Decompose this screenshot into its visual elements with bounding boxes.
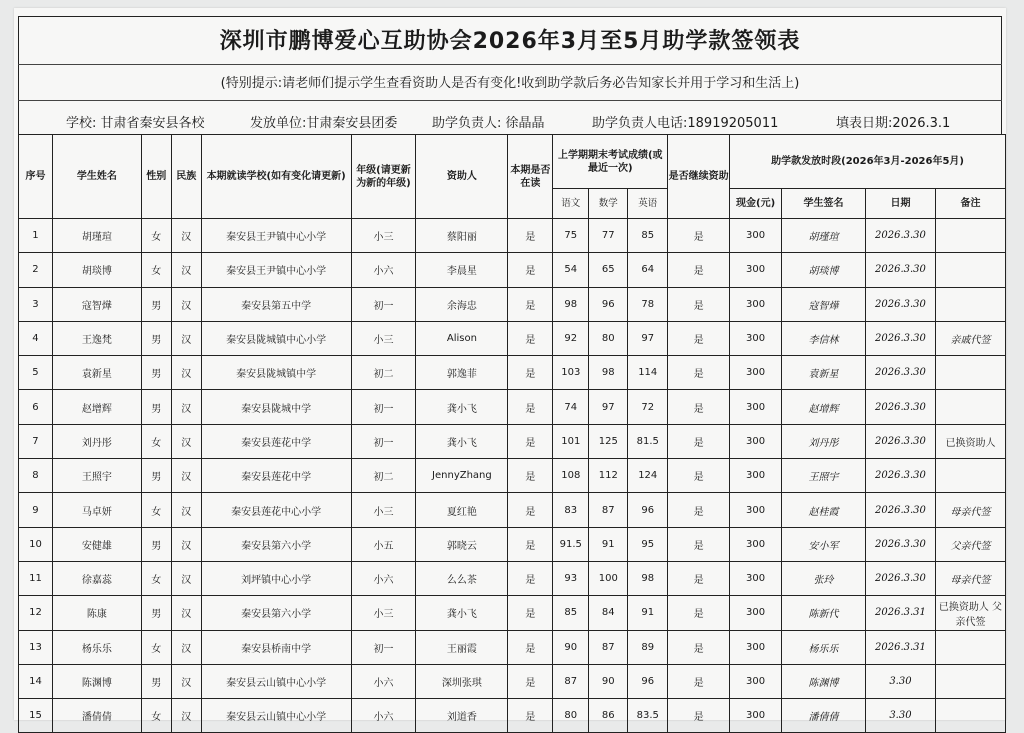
student-name: 徐嘉蕊 (52, 561, 141, 595)
gender: 男 (141, 390, 171, 424)
grant-signoff-table (18, 134, 1006, 733)
header-ethnicity: 民族 (171, 135, 201, 219)
header-name: 学生姓名 (52, 135, 141, 219)
header-grade: 年级(请更新为新的年级) (351, 135, 416, 219)
score-math: 65 (589, 253, 628, 287)
score-english: 96 (628, 664, 668, 698)
score-english: 124 (628, 459, 668, 493)
remark (935, 253, 1005, 287)
student-signature: 寇智燁 (782, 287, 866, 321)
remark (935, 664, 1005, 698)
student-name: 马卓妍 (52, 493, 141, 527)
in-school: 是 (508, 527, 553, 561)
student-signature: 赵增辉 (782, 390, 866, 424)
ethnicity: 汉 (171, 493, 201, 527)
student-signature: 张玲 (782, 561, 866, 595)
table-row (19, 493, 1006, 527)
score-english: 72 (628, 390, 668, 424)
school: 秦安县桥南中学 (201, 630, 351, 664)
sponsor: 刘道香 (416, 699, 508, 733)
school: 秦安县第六小学 (201, 527, 351, 561)
sponsor: 王丽霞 (416, 630, 508, 664)
score-chinese: 85 (553, 596, 589, 630)
sign-date: 2026.3.30 (865, 253, 935, 287)
student-signature: 安小军 (782, 527, 866, 561)
score-math: 84 (589, 596, 628, 630)
gender: 女 (141, 699, 171, 733)
row-no: 6 (19, 390, 53, 424)
continue-aid: 是 (668, 253, 730, 287)
continue-aid: 是 (668, 321, 730, 355)
ethnicity: 汉 (171, 424, 201, 458)
in-school: 是 (508, 493, 553, 527)
school: 秦安县云山镇中心小学 (201, 699, 351, 733)
score-chinese: 92 (553, 321, 589, 355)
ethnicity: 汉 (171, 321, 201, 355)
school: 秦安县云山镇中心小学 (201, 664, 351, 698)
remark: 已换资助人 父亲代签 (935, 596, 1005, 630)
score-english: 98 (628, 561, 668, 595)
in-school: 是 (508, 459, 553, 493)
student-signature: 李信林 (782, 321, 866, 355)
table-row (19, 253, 1006, 287)
table-row (19, 596, 1006, 630)
sign-date: 2026.3.30 (865, 493, 935, 527)
header-math: 数学 (589, 189, 628, 219)
score-chinese: 83 (553, 493, 589, 527)
header-signature: 学生签名 (782, 189, 866, 219)
gender: 女 (141, 219, 171, 253)
score-chinese: 108 (553, 459, 589, 493)
in-school: 是 (508, 287, 553, 321)
row-no: 15 (19, 699, 53, 733)
score-chinese: 90 (553, 630, 589, 664)
score-math: 80 (589, 321, 628, 355)
continue-aid: 是 (668, 699, 730, 733)
school: 秦安县陇城中学 (201, 390, 351, 424)
sponsor: 夏红艳 (416, 493, 508, 527)
in-school: 是 (508, 596, 553, 630)
continue-aid: 是 (668, 424, 730, 458)
continue-aid: 是 (668, 390, 730, 424)
cash: 300 (730, 664, 782, 698)
grade: 初二 (351, 459, 416, 493)
school: 秦安县第六小学 (201, 596, 351, 630)
cash: 300 (730, 424, 782, 458)
remark (935, 630, 1005, 664)
student-signature: 王照宇 (782, 459, 866, 493)
grade: 初一 (351, 287, 416, 321)
student-signature: 胡瑾瑄 (782, 219, 866, 253)
cash: 300 (730, 253, 782, 287)
score-math: 96 (589, 287, 628, 321)
special-notice: (特别提示:请老师们提示学生查看资助人是否有变化!收到助学款后务必告知家长并用于学习和生活上) (220, 76, 800, 91)
score-math: 112 (589, 459, 628, 493)
gender: 男 (141, 321, 171, 355)
student-signature: 陈渊博 (782, 664, 866, 698)
score-english: 114 (628, 356, 668, 390)
frame-top-line (18, 16, 1002, 17)
in-school: 是 (508, 699, 553, 733)
score-english: 89 (628, 630, 668, 664)
sign-date: 2026.3.30 (865, 459, 935, 493)
score-english: 95 (628, 527, 668, 561)
cash: 300 (730, 459, 782, 493)
sign-date: 2026.3.30 (865, 424, 935, 458)
school: 秦安县陇城镇中学 (201, 356, 351, 390)
header-date: 日期 (865, 189, 935, 219)
header-chinese: 语文 (553, 189, 589, 219)
sponsor: 李晨星 (416, 253, 508, 287)
info-fill-date: 填表日期:2026.3.1 (836, 116, 951, 131)
grade: 小五 (351, 527, 416, 561)
score-english: 97 (628, 321, 668, 355)
grade: 小三 (351, 493, 416, 527)
ethnicity: 汉 (171, 356, 201, 390)
sign-date: 2026.3.30 (865, 321, 935, 355)
in-school: 是 (508, 664, 553, 698)
grade: 初一 (351, 390, 416, 424)
in-school: 是 (508, 356, 553, 390)
ethnicity: 汉 (171, 219, 201, 253)
ethnicity: 汉 (171, 527, 201, 561)
row-no: 8 (19, 459, 53, 493)
score-chinese: 91.5 (553, 527, 589, 561)
score-english: 83.5 (628, 699, 668, 733)
table-row (19, 219, 1006, 253)
remark (935, 219, 1005, 253)
header-period: 助学款发放时段(2026年3月-2026年5月) (730, 135, 1006, 189)
score-english: 81.5 (628, 424, 668, 458)
continue-aid: 是 (668, 561, 730, 595)
title-divider (18, 64, 1002, 65)
grade: 小三 (351, 219, 416, 253)
score-math: 97 (589, 390, 628, 424)
remark: 母亲代签 (935, 561, 1005, 595)
continue-aid: 是 (668, 219, 730, 253)
row-no: 5 (19, 356, 53, 390)
in-school: 是 (508, 321, 553, 355)
cash: 300 (730, 561, 782, 595)
grade: 小三 (351, 596, 416, 630)
student-name: 陈渊博 (52, 664, 141, 698)
info-phone: 助学负责人电话:18919205011 (592, 116, 779, 131)
gender: 男 (141, 356, 171, 390)
sponsor: 深圳张琪 (416, 664, 508, 698)
header-in-school: 本期是否在读 (508, 135, 553, 219)
score-chinese: 54 (553, 253, 589, 287)
score-chinese: 75 (553, 219, 589, 253)
table-row (19, 561, 1006, 595)
score-english: 64 (628, 253, 668, 287)
remark: 亲戚代签 (935, 321, 1005, 355)
remark (935, 390, 1005, 424)
ethnicity: 汉 (171, 664, 201, 698)
continue-aid: 是 (668, 596, 730, 630)
score-chinese: 80 (553, 699, 589, 733)
gender: 男 (141, 459, 171, 493)
score-chinese: 103 (553, 356, 589, 390)
header-cash: 现金(元) (730, 189, 782, 219)
gender: 女 (141, 630, 171, 664)
cash: 300 (730, 321, 782, 355)
score-chinese: 101 (553, 424, 589, 458)
info-issuer: 发放单位:甘肃秦安县团委 (250, 116, 398, 131)
grade: 小三 (351, 321, 416, 355)
student-name: 袁新星 (52, 356, 141, 390)
continue-aid: 是 (668, 630, 730, 664)
row-no: 9 (19, 493, 53, 527)
row-no: 3 (19, 287, 53, 321)
score-english: 78 (628, 287, 668, 321)
gender: 男 (141, 664, 171, 698)
continue-aid: 是 (668, 527, 730, 561)
score-chinese: 74 (553, 390, 589, 424)
cash: 300 (730, 390, 782, 424)
student-signature: 刘丹彤 (782, 424, 866, 458)
grade: 小六 (351, 664, 416, 698)
header-school: 本期就读学校(如有变化请更新) (201, 135, 351, 219)
school: 秦安县莲花中心小学 (201, 493, 351, 527)
info-school: 学校: 甘肃省秦安县各校 (66, 116, 205, 131)
row-no: 13 (19, 630, 53, 664)
table-row (19, 424, 1006, 458)
header-gender: 性别 (141, 135, 171, 219)
table-row (19, 630, 1006, 664)
remark (935, 699, 1005, 733)
school: 秦安县莲花中学 (201, 459, 351, 493)
ethnicity: 汉 (171, 699, 201, 733)
student-name: 王照宇 (52, 459, 141, 493)
sponsor: 郭晓云 (416, 527, 508, 561)
school: 秦安县陇城镇中心小学 (201, 321, 351, 355)
table-row (19, 664, 1006, 698)
student-name: 安健雄 (52, 527, 141, 561)
score-math: 91 (589, 527, 628, 561)
score-math: 100 (589, 561, 628, 595)
in-school: 是 (508, 630, 553, 664)
continue-aid: 是 (668, 664, 730, 698)
score-math: 86 (589, 699, 628, 733)
score-math: 125 (589, 424, 628, 458)
sponsor: 龚小飞 (416, 390, 508, 424)
student-name: 杨乐乐 (52, 630, 141, 664)
score-chinese: 93 (553, 561, 589, 595)
ethnicity: 汉 (171, 287, 201, 321)
student-name: 寇智燁 (52, 287, 141, 321)
ethnicity: 汉 (171, 253, 201, 287)
cash: 300 (730, 356, 782, 390)
sponsor: JennyZhang (416, 459, 508, 493)
remark: 母亲代签 (935, 493, 1005, 527)
school: 秦安县莲花中学 (201, 424, 351, 458)
cash: 300 (730, 527, 782, 561)
sponsor: 蔡阳丽 (416, 219, 508, 253)
student-signature: 杨乐乐 (782, 630, 866, 664)
grade: 小六 (351, 561, 416, 595)
sign-date: 2026.3.31 (865, 596, 935, 630)
header-english: 英语 (628, 189, 668, 219)
student-signature: 潘倩倩 (782, 699, 866, 733)
score-chinese: 98 (553, 287, 589, 321)
student-name: 赵增辉 (52, 390, 141, 424)
score-math: 90 (589, 664, 628, 698)
ethnicity: 汉 (171, 596, 201, 630)
sponsor: Alison (416, 321, 508, 355)
remark: 已换资助人 (935, 424, 1005, 458)
score-math: 77 (589, 219, 628, 253)
remark (935, 459, 1005, 493)
score-math: 87 (589, 493, 628, 527)
row-no: 12 (19, 596, 53, 630)
sign-date: 2026.3.30 (865, 390, 935, 424)
table-body (19, 219, 1006, 733)
in-school: 是 (508, 253, 553, 287)
info-manager: 助学负责人: 徐晶晶 (432, 116, 545, 131)
remark (935, 287, 1005, 321)
grade: 初一 (351, 630, 416, 664)
grade: 小六 (351, 253, 416, 287)
student-name: 胡瑾瑄 (52, 219, 141, 253)
cash: 300 (730, 219, 782, 253)
continue-aid: 是 (668, 287, 730, 321)
gender: 女 (141, 561, 171, 595)
ethnicity: 汉 (171, 459, 201, 493)
gender: 女 (141, 424, 171, 458)
student-name: 潘倩倩 (52, 699, 141, 733)
header-sponsor: 资助人 (416, 135, 508, 219)
gender: 女 (141, 253, 171, 287)
header-remark: 备注 (935, 189, 1005, 219)
row-no: 10 (19, 527, 53, 561)
in-school: 是 (508, 424, 553, 458)
remark: 父亲代签 (935, 527, 1005, 561)
row-no: 4 (19, 321, 53, 355)
student-signature: 胡琰博 (782, 253, 866, 287)
student-signature: 陈新代 (782, 596, 866, 630)
school: 刘坪镇中心小学 (201, 561, 351, 595)
sponsor: 龚小飞 (416, 596, 508, 630)
cash: 300 (730, 596, 782, 630)
ethnicity: 汉 (171, 630, 201, 664)
table-row (19, 321, 1006, 355)
table-row (19, 390, 1006, 424)
row-no: 14 (19, 664, 53, 698)
grade: 小六 (351, 699, 416, 733)
sign-date: 3.30 (865, 699, 935, 733)
sponsor: 么么茶 (416, 561, 508, 595)
remark (935, 356, 1005, 390)
cash: 300 (730, 493, 782, 527)
student-signature: 袁新星 (782, 356, 866, 390)
sign-date: 2026.3.30 (865, 356, 935, 390)
sign-date: 2026.3.30 (865, 287, 935, 321)
row-no: 2 (19, 253, 53, 287)
school: 秦安县王尹镇中心小学 (201, 219, 351, 253)
score-english: 85 (628, 219, 668, 253)
table-row (19, 356, 1006, 390)
header-no: 序号 (19, 135, 53, 219)
in-school: 是 (508, 561, 553, 595)
continue-aid: 是 (668, 356, 730, 390)
score-chinese: 87 (553, 664, 589, 698)
cash: 300 (730, 287, 782, 321)
notice-divider (18, 100, 1002, 101)
cash: 300 (730, 699, 782, 733)
document-page (14, 8, 1006, 724)
student-signature: 赵桂霞 (782, 493, 866, 527)
school: 秦安县第五中学 (201, 287, 351, 321)
row-no: 7 (19, 424, 53, 458)
sign-date: 2026.3.31 (865, 630, 935, 664)
sign-date: 2026.3.30 (865, 527, 935, 561)
table-row (19, 699, 1006, 733)
gender: 男 (141, 527, 171, 561)
table-row (19, 527, 1006, 561)
table-row (19, 287, 1006, 321)
score-english: 96 (628, 493, 668, 527)
header-scores-group: 上学期期末考试成绩(或最近一次) (553, 135, 668, 189)
student-name: 王逸梵 (52, 321, 141, 355)
sponsor: 郭逸菲 (416, 356, 508, 390)
student-name: 胡琰博 (52, 253, 141, 287)
cash: 300 (730, 630, 782, 664)
sign-date: 3.30 (865, 664, 935, 698)
school: 秦安县王尹镇中心小学 (201, 253, 351, 287)
sponsor: 余海忠 (416, 287, 508, 321)
score-math: 87 (589, 630, 628, 664)
header-continue: 是否继续资助 (668, 135, 730, 219)
sponsor: 龚小飞 (416, 424, 508, 458)
in-school: 是 (508, 390, 553, 424)
continue-aid: 是 (668, 493, 730, 527)
score-english: 91 (628, 596, 668, 630)
table-row (19, 459, 1006, 493)
gender: 男 (141, 596, 171, 630)
ethnicity: 汉 (171, 561, 201, 595)
page-title: 深圳市鹏博爱心互助协会2026年3月至5月助学款签领表 (219, 29, 801, 54)
row-no: 11 (19, 561, 53, 595)
grade: 初一 (351, 424, 416, 458)
ethnicity: 汉 (171, 390, 201, 424)
student-name: 刘丹彤 (52, 424, 141, 458)
sign-date: 2026.3.30 (865, 561, 935, 595)
student-name: 陈康 (52, 596, 141, 630)
gender: 男 (141, 287, 171, 321)
gender: 女 (141, 493, 171, 527)
grade: 初二 (351, 356, 416, 390)
row-no: 1 (19, 219, 53, 253)
in-school: 是 (508, 219, 553, 253)
score-math: 98 (589, 356, 628, 390)
sign-date: 2026.3.30 (865, 219, 935, 253)
info-line (20, 108, 1000, 132)
continue-aid: 是 (668, 459, 730, 493)
